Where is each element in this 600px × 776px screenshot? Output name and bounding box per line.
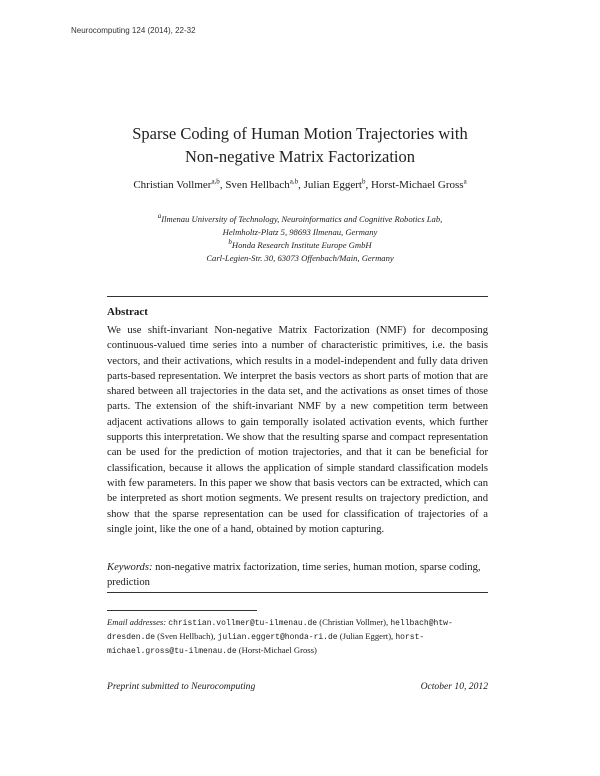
author-affiliation-mark: a,b	[289, 177, 299, 186]
author-separator: ,	[365, 179, 371, 191]
affiliation-mark: b	[228, 238, 232, 247]
author-separator: ,	[298, 179, 304, 191]
title-line-1: Sparse Coding of Human Motion Trajectories with	[132, 124, 468, 143]
footnote-rule	[107, 610, 257, 611]
preprint-notice: Preprint submitted to Neurocomputing	[107, 681, 256, 692]
abstract-top-rule	[107, 296, 488, 297]
keywords-text: non-negative matrix factorization, time series, human motion, sparse coding, prediction	[107, 562, 481, 588]
author-affiliation-mark: b	[361, 177, 366, 186]
title-line-2: Non-negative Matrix Factorization	[184, 147, 415, 166]
abstract-bottom-rule	[107, 592, 488, 593]
email-owner: (Christian Vollmer),	[319, 617, 389, 627]
email-footnote	[107, 616, 488, 658]
author-name: Sven Hellbach	[225, 179, 290, 191]
author-separator: ,	[219, 179, 226, 191]
keywords	[107, 560, 488, 590]
email-label: Email addresses:	[107, 617, 167, 627]
affiliations	[90, 213, 510, 265]
affiliation-mark: a	[157, 212, 162, 221]
affiliation-text: Ilmenau University of Technology, Neuroinformatics and Cognitive Robotics Lab,	[161, 214, 443, 224]
author-affiliation-mark: a,b	[211, 177, 220, 186]
email-owner: (Sven Hellbach),	[157, 631, 216, 641]
submission-date: October 10, 2012	[420, 681, 488, 692]
email-link[interactable]: hellbach@htw-dresden.de	[107, 619, 453, 642]
author-affiliation-mark: a	[463, 177, 467, 186]
journal-reference: Neurocomputing 124 (2014), 22-32	[71, 26, 196, 35]
affiliation-a-line-1	[90, 213, 510, 226]
email-owner: (Julian Eggert),	[339, 631, 394, 641]
author-name: Christian Vollmer	[133, 179, 212, 191]
author-name: Horst-Michael Gross	[370, 179, 464, 191]
email-owner: (Horst-Michael Gross)	[238, 645, 317, 655]
affiliation-b-line-2: Carl-Legien-Str. 30, 63073 Offenbach/Main, Germany	[206, 253, 394, 263]
keywords-label: Keywords:	[107, 562, 153, 573]
email-link[interactable]: julian.eggert@honda-ri.de	[217, 633, 338, 642]
abstract-heading: Abstract	[107, 306, 148, 318]
paper-title	[60, 122, 540, 168]
affiliation-a-line-2: Helmholtz-Platz 5, 98693 Ilmenau, Germany	[222, 227, 378, 237]
abstract-body: We use shift-invariant Non-negative Matrix Factorization (NMF) for decomposing continuous-valued time series into a number of characteristic primitives, i.e. the basis vectors, and their activations, which results in a model-independent and fully data driven parts-based representation. We interpret the basis vectors as short parts of motion that are shared between all trajectories in the data set, and the activations as onset times of those parts. The extension of the shift-invariant NMF by a new competition term between adjacent activations allows to gain temporally isolated activation events, which further supports this interpretation. We show that the resulting sparse and compact representation can be used for the prediction of motion trajectories, and that it can be beneficial for classification, because it allows the application of simple standard classification models with few parameters. In this paper we show that basis vectors can be extracted, which can be interpreted as short motion segments. We present results on trajectory prediction, and show that the sparse representation can be used for classification of trajectories of a single joint, like the one of a hand, obtained by motion capturing.	[107, 325, 488, 535]
author-list	[100, 177, 500, 194]
affiliation-b-line-1	[90, 239, 510, 252]
email-link[interactable]: christian.vollmer@tu-ilmenau.de	[168, 619, 318, 628]
affiliation-text: Honda Research Institute Europe GmbH	[231, 240, 372, 250]
author-name: Julian Eggert	[303, 179, 362, 191]
email-link[interactable]: horst-michael.gross@tu-ilmenau.de	[107, 633, 425, 656]
